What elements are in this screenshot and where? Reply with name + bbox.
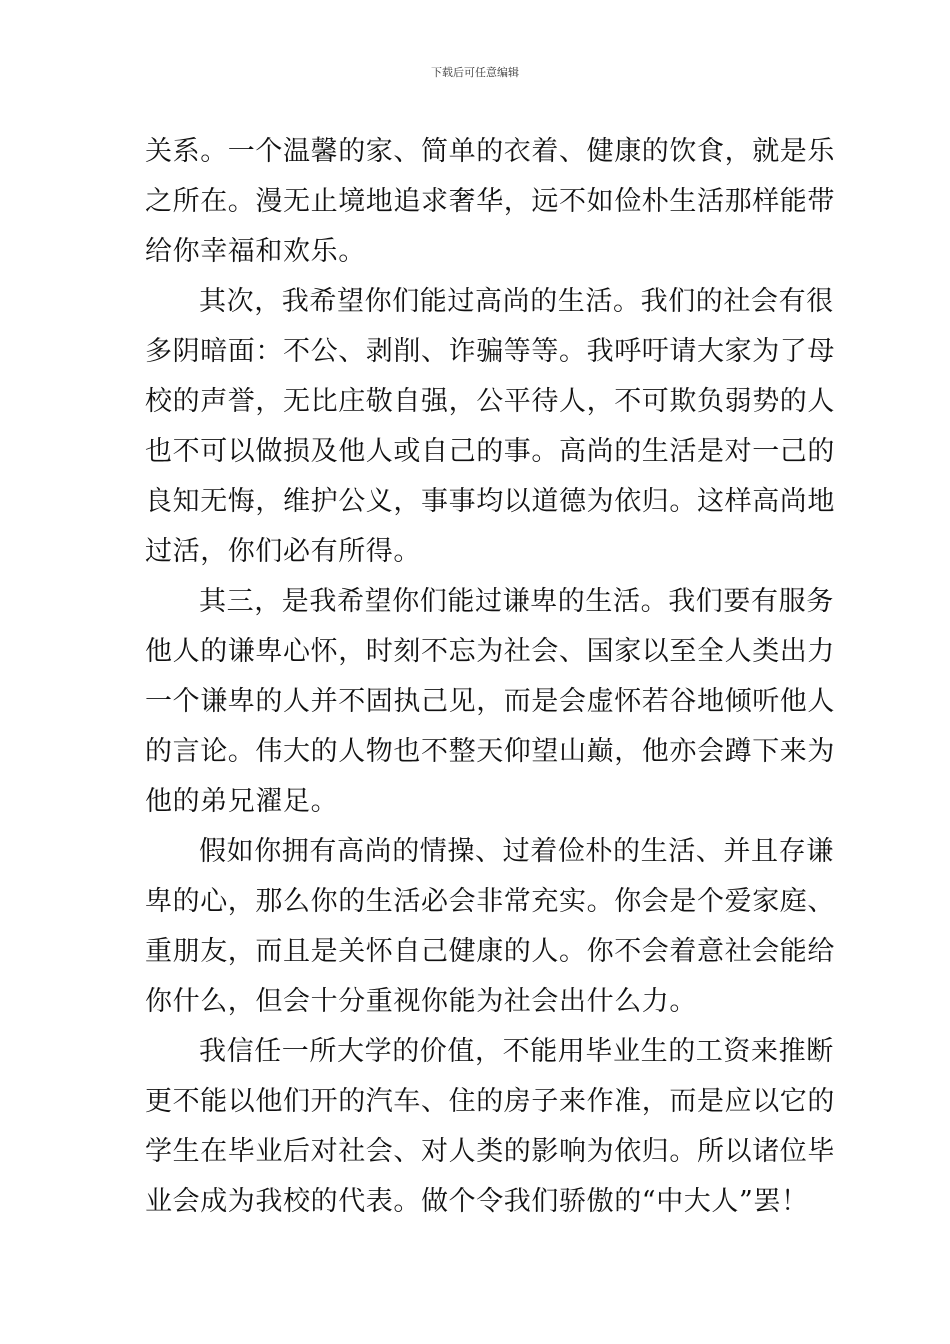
text-line: 良知无悔，维护公义，事事均以道德为依归。这样高尚地: [145, 486, 835, 517]
text-line: 的言论。伟大的人物也不整天仰望山巅，他亦会蹲下来为: [145, 736, 835, 767]
text-line: 多阴暗面：不公、剥削、诈骗等等。我呼吁请大家为了母: [145, 336, 835, 367]
text-line: 你什么，但会十分重视你能为社会出什么力。: [145, 986, 697, 1017]
text-line: 也不可以做损及他人或自己的事。高尚的生活是对一己的: [145, 436, 835, 467]
text-line: 我信任一所大学的价值，不能用毕业生的工资来推断: [199, 1036, 834, 1067]
text-line: 假如你拥有高尚的情操、过着俭朴的生活、并且存谦: [199, 836, 834, 867]
paragraph-4: [145, 827, 835, 1027]
text-line: 他的弟兄濯足。: [145, 786, 339, 817]
page-header: 下载后可任意编辑: [431, 66, 519, 79]
text-line: 过活，你们必有所得。: [145, 536, 421, 567]
text-line: 一个谦卑的人并不固执己见，而是会虚怀若谷地倾听他人: [145, 686, 835, 717]
text-line: 业会成为我校的代表。做个令我们骄傲的“中大人”罢！: [145, 1186, 809, 1217]
paragraph-5: [145, 1027, 835, 1227]
text-line: 之所在。漫无止境地追求奢华，远不如俭朴生活那样能带: [145, 186, 835, 217]
text-line: 重朋友，而且是关怀自己健康的人。你不会着意社会能给: [145, 936, 835, 967]
text-line: 他人的谦卑心怀，时刻不忘为社会、国家以至全人类出力: [145, 636, 835, 667]
paragraph-1: [145, 127, 835, 277]
text-line: 其次，我希望你们能过高尚的生活。我们的社会有很: [199, 286, 834, 317]
text-line: 校的声誉，无比庄敬自强，公平待人，不可欺负弱势的人: [145, 386, 835, 417]
text-line: 更不能以他们开的汽车、住的房子来作准，而是应以它的: [145, 1086, 835, 1117]
text-line: 给你幸福和欢乐。: [145, 236, 366, 267]
text-line: 关系。一个温馨的家、简单的衣着、健康的饮食，就是乐: [145, 136, 835, 167]
paragraph-2: [145, 277, 835, 577]
paragraph-3: [145, 577, 835, 827]
text-line: 卑的心，那么你的生活必会非常充实。你会是个爱家庭、: [145, 886, 835, 917]
document-body: [145, 127, 835, 1227]
text-line: 学生在毕业后对社会、对人类的影响为依归。所以诸位毕: [145, 1136, 835, 1167]
text-line: 其三，是我希望你们能过谦卑的生活。我们要有服务: [199, 586, 834, 617]
